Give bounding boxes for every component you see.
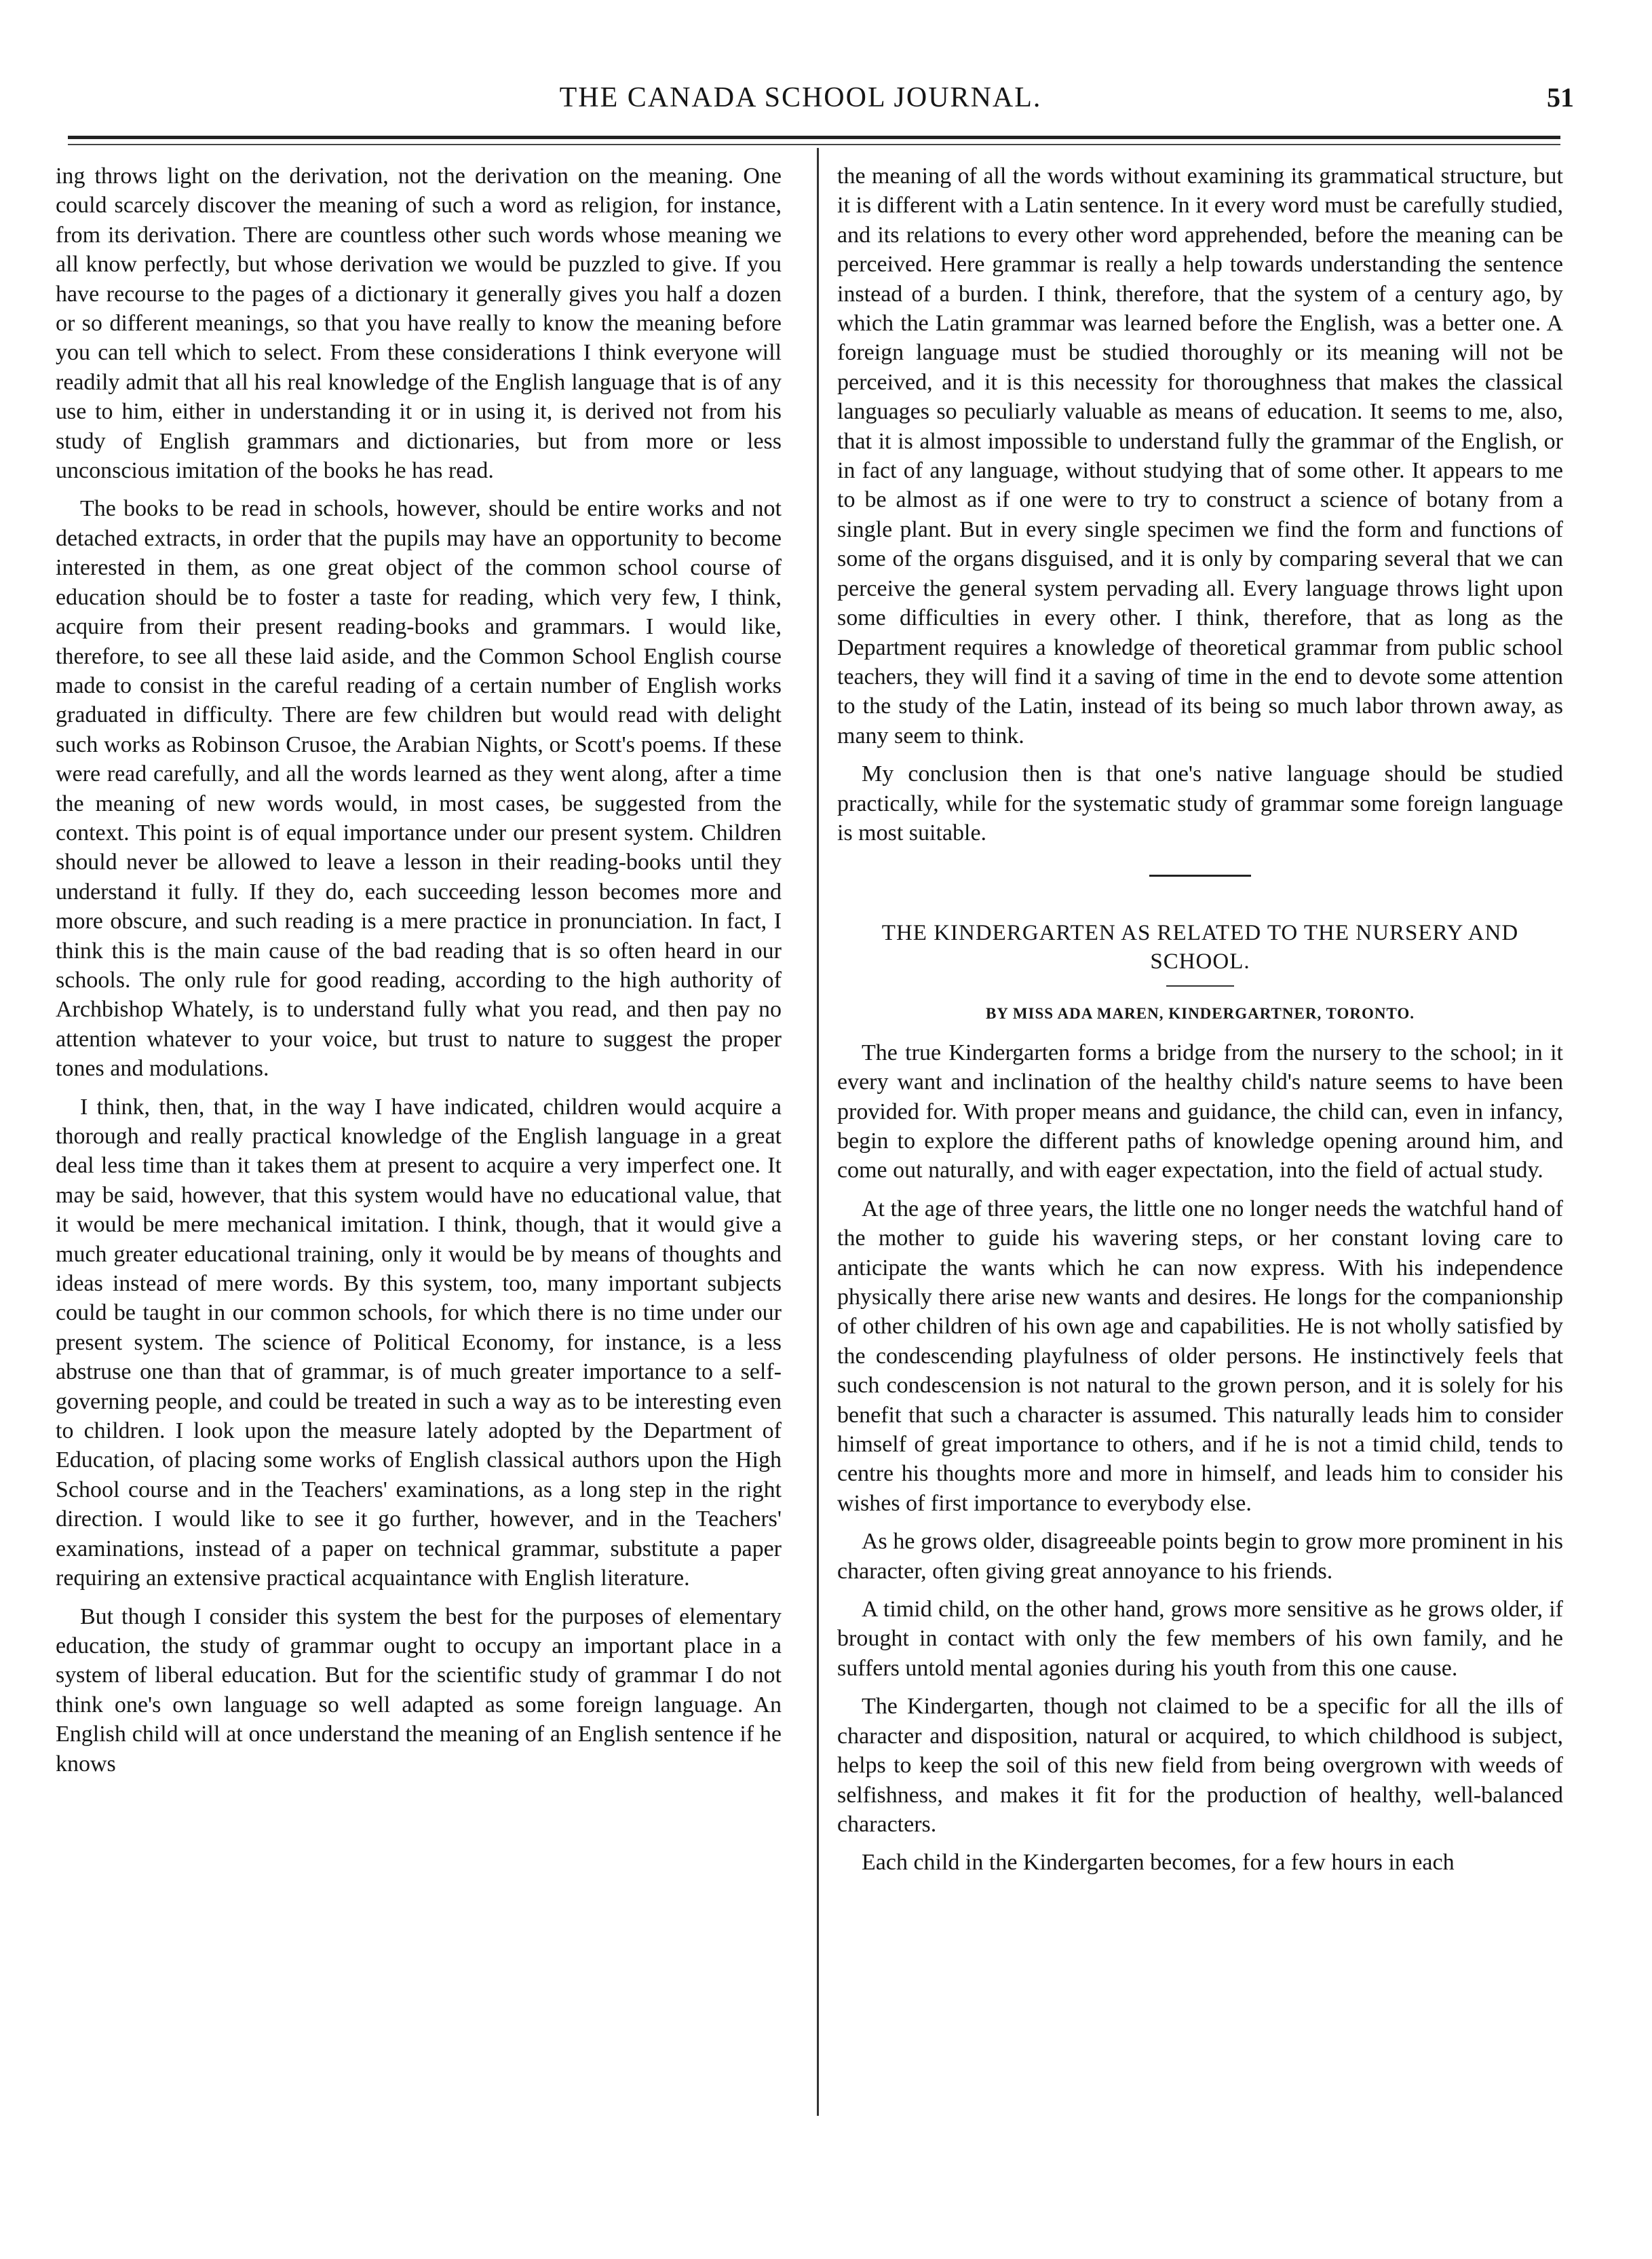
paragraph: At the age of three years, the little one no longer needs the watchful hand of the mother to guide his wavering steps, or her constant loving care to anticipate the wants which he can now express. With his independence physically there arise new wants and desires. He longs for the companionship of other children of his own age and capabilities. He is not wholly satisfied by the condescending playfulness of older persons. He instinctively feels that such condescension is not natural to the grown person, and it is solely for his benefit that such a character is assumed. This naturally leads him to consider himself of great importance to others, and if he is not a timid child, tends to centre his thoughts more and more in himself, and leads him to consider his wishes of first importance to everybody else.	[837, 1196, 1563, 1516]
header-rule-thin	[68, 144, 1560, 145]
title-rule	[1166, 985, 1234, 987]
paragraph: ing throws light on the derivation, not the derivation on the meaning. One could scarcely discover the meaning of such a word as religion, for instance, from its derivation. There are countless other such words whose meaning we all know perfectly, but whose derivation we would be puzzled to give. If you have recourse to the pages of a dictionary it generally gives you half a dozen or so different meanings, so that you have really to know the meaning before you can tell which to select. From these considerations I think everyone will readily admit that all his real knowledge of the English language that is of any use to him, either in understanding it or in using it, is derived not from his study of English grammars and dictionaries, but from more or less unconscious imitation of the books he has read.	[56, 164, 782, 484]
paragraph: A timid child, on the other hand, grows more sensitive as he grows older, if brought in contact with only the few members of his own family, and he suffers untold mental agonies during his youth from this one cause.	[837, 1597, 1563, 1681]
running-title: THE CANADA SCHOOL JOURNAL.	[559, 82, 1042, 113]
header-rule	[68, 136, 1560, 139]
paragraph: Each child in the Kindergarten becomes, for a few hours in each	[862, 1850, 1455, 1876]
paragraph: The books to be read in schools, however, should be entire works and not detached extracts, in order that the pupils may have an opportunity to become interested in them, as one great object of the common school course of education should be to foster a taste for reading, which very few, I think, acquire from their present reading-books and grammars. I would like, therefore, to see all these laid aside, and the Common School English course made to consist in the careful reading of a certain number of English works graduated in difficulty. There are few children but would read with delight such works as Robinson Crusoe, the Arabian Nights, or Scott's poems. If these were read carefully, and all the words learned as they went along, after a time the meaning of new words would, in most cases, be suggested from the context. This point is of equal importance under our present system. Children should never be allowed to leave a lesson in their reading-books until they understand it fully. If they do, each succeeding lesson becomes more and more obscure, and such reading is a mere practice in pronunciation. In fact, I think this is the main cause of the bad reading that is so often heard in our schools. The only rule for good reading, according to the high authority of Archbishop Whately, is to understand fully what you read, and then pay no attention whatever to your voice, but trust to nature to suggest the proper tones and modulations.	[56, 496, 782, 1082]
paragraph: My conclusion then is that one's native language should be studied practically, while for the systematic study of grammar some foreign language is most suitable.	[837, 761, 1563, 846]
paragraph: I think, then, that, in the way I have indicated, children would acquire a thorough and really practical knowledge of the English language in a great deal less time than it takes them at present to acquire a very imperfect one. It may be said, however, that this system would have no educational value, that it would be mere mechanical imitation. I think, though, that it would give a much greater educational training, only it would be by means of thoughts and ideas instead of mere words. By this system, too, many important subjects could be taught in our common schools, for which there is no time under our present system. The science of Political Economy, for instance, is a less abstruse one than that of grammar, is of much greater importance to a self-governing people, and could be treated in such a way as to be interesting even to children. I look upon the measure lately adopted by the Department of Education, of placing some works of English classical authors upon the High School course and in the Teachers' examinations, as a long step in the right direction. I would like to see it go further, however, and in the Teachers' examinations, instead of a paper on technical grammar, substitute a paper requiring an extensive practical acquaintance with English literature.	[56, 1094, 782, 1591]
left-column	[56, 162, 782, 2089]
paragraph: The Kindergarten, though not claimed to be a specific for all the ills of character and disposition, natural or acquired, to which childhood is subject, helps to keep the soil of this new field from being overgrown with weeds of selfishness, and makes it fit for the production of healthy, well-balanced characters.	[837, 1694, 1563, 1837]
page-number: 51	[1547, 82, 1574, 113]
paragraph: As he grows older, disagreeable points begin to grow more prominent in his character, often giving great annoyance to his friends.	[837, 1529, 1563, 1584]
right-column	[837, 162, 1563, 2089]
paragraph: the meaning of all the words without examining its grammatical structure, but it is different with a Latin sentence. In it every word must be carefully studied, and its relations to every other word apprehended, before the meaning can be perceived. Here grammar is really a help towards understanding the sentence instead of a burden. I think, therefore, that the system of a century ago, by which the Latin grammar was learned before the English, was a better one. A foreign language must be studied thoroughly or its meaning will not be perceived, and it is this necessity for thoroughness that makes the classical languages so peculiarly valuable as means of education. It seems to me, also, that it is almost impossible to understand fully the grammar of the English, or in fact of any language, without studying that of some other. It appears to me to be almost as if one were to try to construct a science of botany from a single plant. But in every single specimen we find the form and functions of some of the organs disguised, and it is only by comparing several that we can perceive the general system pervading all. Every language throws light upon some difficulties in every other. I think, therefore, that as long as the Department requires a knowledge of theoretical grammar from public school teachers, they will find it a saving of time in the end to devote some attention to the study of the Latin, instead of its being so much labor thrown away, as many seem to think.	[837, 164, 1563, 748]
paragraph: The true Kindergarten forms a bridge from the nursery to the school; in it every want and inclination of the healthy child's nature seems to have been provided for. With proper means and guidance, the child can, even in infancy, begin to explore the different paths of knowledge opening around him, and come out naturally, and with eager expectation, into the field of actual study.	[837, 1040, 1563, 1183]
section-rule	[1149, 875, 1251, 877]
column-divider	[817, 148, 819, 2116]
page-header	[27, 81, 1574, 122]
paragraph: But though I consider this system the best for the purposes of elementary education, the study of grammar ought to occupy an important place in a system of liberal education. But for the scientific study of grammar I do not think one's own language so well adapted as some foreign language. An English child will at once understand the meaning of an English sentence if he knows	[56, 1603, 782, 1777]
article-title: THE KINDERGARTEN AS RELATED TO THE NURSERY AND SCHOOL.	[881, 921, 1519, 974]
article-byline: BY MISS ADA MAREN, KINDERGARTNER, TORONTO.	[985, 1005, 1415, 1023]
